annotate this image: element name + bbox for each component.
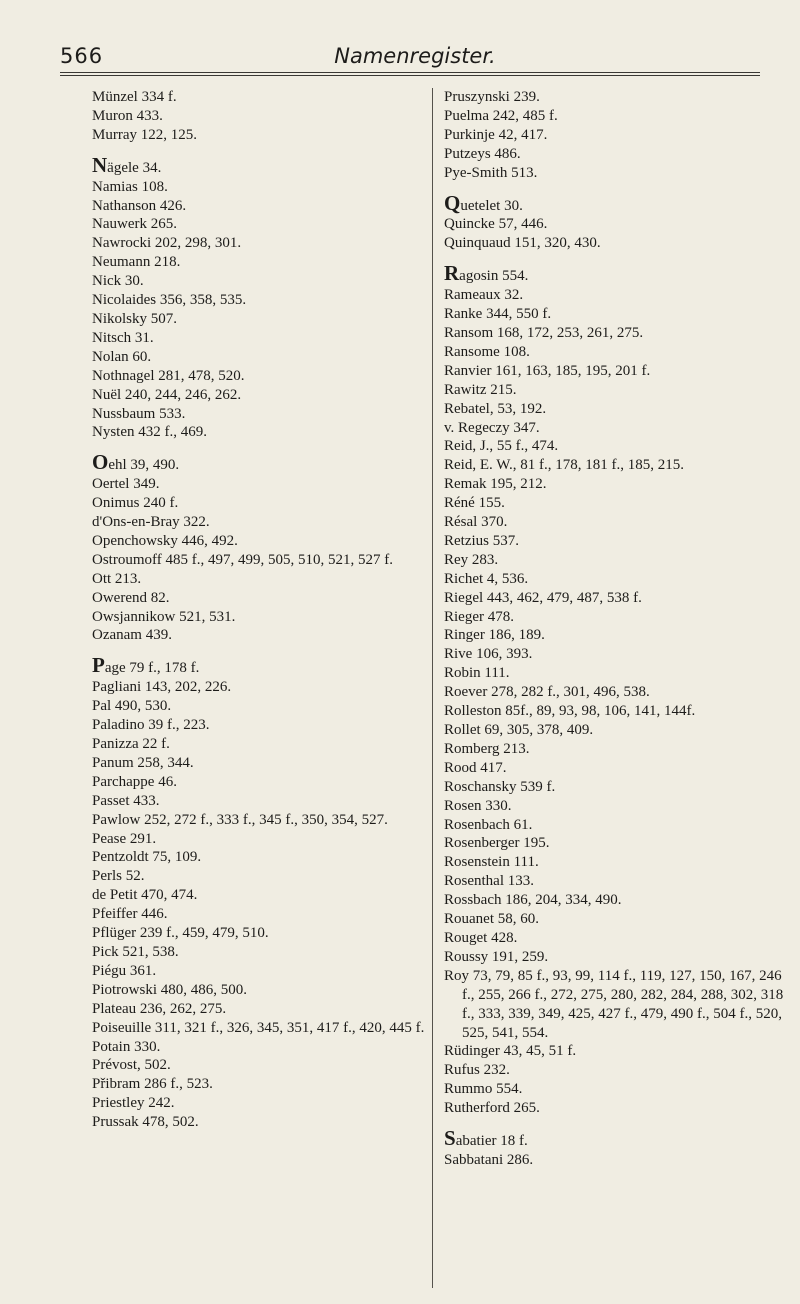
index-entry: Ringer 186, 189.	[444, 627, 545, 644]
index-entry: Purkinje 42, 417.	[444, 126, 548, 143]
index-entry: Rossbach 186, 204, 334, 490.	[444, 892, 622, 909]
index-entry: Owerend 82.	[92, 589, 170, 606]
index-entry: Ranke 344, 550 f.	[444, 306, 552, 323]
index-entry: Ozanam 439.	[92, 627, 172, 644]
index-entry: Sabbatani 286.	[444, 1151, 534, 1168]
index-entry: Namias 108.	[92, 178, 168, 195]
index-entry: Roussy 191, 259.	[444, 948, 549, 965]
page-header	[60, 44, 750, 74]
index-letter-group	[444, 190, 784, 254]
index-entry: Quetelet 30.	[444, 190, 523, 215]
index-entry: Openchowsky 446, 492.	[92, 532, 238, 549]
index-entry: Rawitz 215.	[444, 381, 517, 398]
index-entry: Pawlow 252, 272 f., 333 f., 345 f., 350, 354, 527.	[92, 811, 388, 828]
index-entry: Nathanson 426.	[92, 197, 187, 214]
running-title: Namenregister.	[334, 44, 496, 68]
index-entry: Pruszynski 239.	[444, 89, 540, 105]
index-letter-group	[92, 88, 432, 145]
index-entry: Rosen 330.	[444, 797, 512, 814]
index-entry: Nägele 34.	[92, 152, 162, 177]
index-entry: Prévost, 502.	[92, 1057, 171, 1074]
index-entry: Pease 291.	[92, 830, 157, 847]
index-entry: Nysten 432 f., 469.	[92, 424, 207, 441]
index-entry: v. Regeczy 347.	[444, 419, 540, 436]
index-entry: Onimus 240 f.	[92, 495, 179, 512]
index-entry: Nolan 60.	[92, 348, 152, 365]
index-entry: Rive 106, 393.	[444, 646, 533, 663]
index-entry: Robin 111.	[444, 665, 510, 682]
index-entry: Ransom 168, 172, 253, 261, 275.	[444, 324, 644, 341]
index-entry: Quincke 57, 446.	[444, 216, 548, 233]
index-entry: Passet 433.	[92, 792, 160, 809]
index-entry: Rutherford 265.	[444, 1100, 540, 1117]
index-entry: Puelma 242, 485 f.	[444, 107, 558, 124]
index-entry: Rosenstein 111.	[444, 854, 539, 871]
index-entry: Nussbaum 533.	[92, 405, 186, 422]
index-entry: Panizza 22 f.	[92, 736, 170, 752]
index-entry: Muron 433.	[92, 107, 163, 124]
index-entry: Nauwerk 265.	[92, 216, 177, 233]
index-entry: Ranvier 161, 163, 185, 195, 201 f.	[444, 362, 651, 379]
index-entry: Pflüger 239 f., 459, 479, 510.	[92, 925, 269, 942]
index-entry: Priestley 242.	[92, 1095, 175, 1112]
index-entry: Perls 52.	[92, 868, 145, 885]
index-entry: Putzeys 486.	[444, 145, 521, 162]
index-entry: Poiseuille 311, 321 f., 326, 345, 351, 417 f., 420, 445 f.	[92, 1019, 425, 1036]
index-entry: Rosenberger 195.	[444, 835, 550, 852]
page-number: 566	[60, 44, 104, 68]
index-entry: Parchappe 46.	[92, 773, 177, 790]
section-initial: N	[92, 152, 108, 177]
index-entry: Romberg 213.	[444, 740, 530, 757]
index-entry: Ostroumoff 485 f., 497, 499, 505, 510, 521, 527 f.	[92, 551, 393, 568]
index-entry: Résal 370.	[444, 514, 508, 531]
section-initial: O	[92, 450, 109, 475]
index-letter-group	[92, 655, 432, 1132]
index-entry: Nawrocki 202, 298, 301.	[92, 235, 242, 252]
index-entry: Rood 417.	[444, 759, 507, 776]
index-entry: Nitsch 31.	[92, 329, 154, 346]
index-entry: Rey 283.	[444, 551, 499, 568]
index-entry: Roy 73, 79, 85 f., 93, 99, 114 f., 119, 127, 150, 167, 246 f., 255, 266 f., 272, 275, 280, 282, 284, 288, 302, 318 f., 333, 339, 349, 425, 427 f., 479, 490 f., 504 f., 520, 525, 541, 554.	[444, 967, 784, 1041]
section-initial: P	[92, 653, 105, 678]
index-letter-group	[444, 1128, 784, 1170]
index-entry: Remak 195, 212.	[444, 476, 547, 493]
index-entry: Rufus 232.	[444, 1062, 510, 1079]
index-entry: Rüdinger 43, 45, 51 f.	[444, 1043, 577, 1060]
index-entry: Réné 155.	[444, 495, 505, 512]
index-entry: Ransome 108.	[444, 343, 530, 360]
index-letter-group	[92, 152, 432, 443]
index-entry: Nicolaides 356, 358, 535.	[92, 292, 247, 309]
index-entry: Reid, J., 55 f., 474.	[444, 438, 559, 455]
index-entry: de Petit 470, 474.	[92, 887, 198, 904]
index-entry: Richet 4, 536.	[444, 570, 529, 587]
index-entry: Panum 258, 344.	[92, 754, 194, 771]
index-entry: Piotrowski 480, 486, 500.	[92, 981, 248, 998]
index-entry: Reid, E. W., 81 f., 178, 181 f., 185, 215.	[444, 457, 684, 474]
index-entry: Nick 30.	[92, 273, 144, 290]
index-letter-group	[92, 452, 432, 645]
index-entry: Nothnagel 281, 478, 520.	[92, 367, 245, 384]
index-entry: Pick 521, 538.	[92, 943, 179, 960]
index-entry: Rolleston 85f., 89, 93, 98, 106, 141, 144f.	[444, 703, 696, 720]
index-entry: d'Ons-en-Bray 322.	[92, 514, 210, 531]
index-entry: Rouanet 58, 60.	[444, 911, 539, 928]
index-entry: Paladino 39 f., 223.	[92, 717, 210, 734]
index-entry: Rouget 428.	[444, 929, 518, 946]
index-column-right	[444, 88, 784, 1180]
index-entry: Přibram 286 f., 523.	[92, 1076, 213, 1093]
index-entry: Riegel 443, 462, 479, 487, 538 f.	[444, 589, 642, 606]
index-entry: Ott 213.	[92, 570, 142, 587]
index-entry: Neumann 218.	[92, 254, 181, 271]
index-entry: Quinquaud 151, 320, 430.	[444, 235, 601, 252]
index-entry: Nikolsky 507.	[92, 310, 178, 327]
index-entry: Potain 330.	[92, 1038, 161, 1055]
index-entry: Pye-Smith 513.	[444, 164, 538, 181]
index-entry: Page 79 f., 178 f.	[92, 653, 200, 678]
column-divider	[432, 88, 433, 1288]
index-entry: Owsjannikow 521, 531.	[92, 608, 236, 625]
index-entry: Pagliani 143, 202, 226.	[92, 679, 232, 696]
section-initial: Q	[444, 190, 461, 215]
index-entry: Nuël 240, 244, 246, 262.	[92, 386, 242, 403]
header-rule	[60, 72, 760, 76]
index-entry: Pfeiffer 446.	[92, 906, 168, 923]
index-entry: Retzius 537.	[444, 532, 519, 549]
index-entry: Ragosin 554.	[444, 261, 529, 286]
index-entry: Münzel 334 f.	[92, 89, 177, 105]
index-entry: Roever 278, 282 f., 301, 496, 538.	[444, 684, 650, 701]
index-entry: Piégu 361.	[92, 962, 157, 979]
index-letter-group	[444, 263, 784, 1118]
index-entry: Rollet 69, 305, 378, 409.	[444, 722, 594, 738]
index-entry: Rieger 478.	[444, 608, 514, 625]
index-entry: Prussak 478, 502.	[92, 1114, 199, 1131]
index-entry: Plateau 236, 262, 275.	[92, 1000, 227, 1017]
index-entry: Murray 122, 125.	[92, 126, 197, 143]
index-entry: Rosenbach 61.	[444, 816, 533, 833]
index-entry: Oertel 349.	[92, 476, 160, 493]
index-entry: Oehl 39, 490.	[92, 450, 180, 475]
index-entry: Pentzoldt 75, 109.	[92, 849, 202, 866]
index-entry: Roschansky 539 f.	[444, 778, 556, 795]
index-entry: Pal 490, 530.	[92, 698, 172, 715]
index-entry: Sabatier 18 f.	[444, 1126, 528, 1151]
index-entry: Rebatel, 53, 192.	[444, 400, 547, 417]
index-entry: Rameaux 32.	[444, 287, 524, 304]
index-entry: Rosenthal 133.	[444, 873, 534, 890]
section-initial: R	[444, 261, 460, 286]
index-letter-group	[444, 88, 784, 183]
index-column-left	[92, 88, 432, 1142]
index-entry: Rummo 554.	[444, 1081, 523, 1098]
section-initial: S	[444, 1126, 456, 1151]
